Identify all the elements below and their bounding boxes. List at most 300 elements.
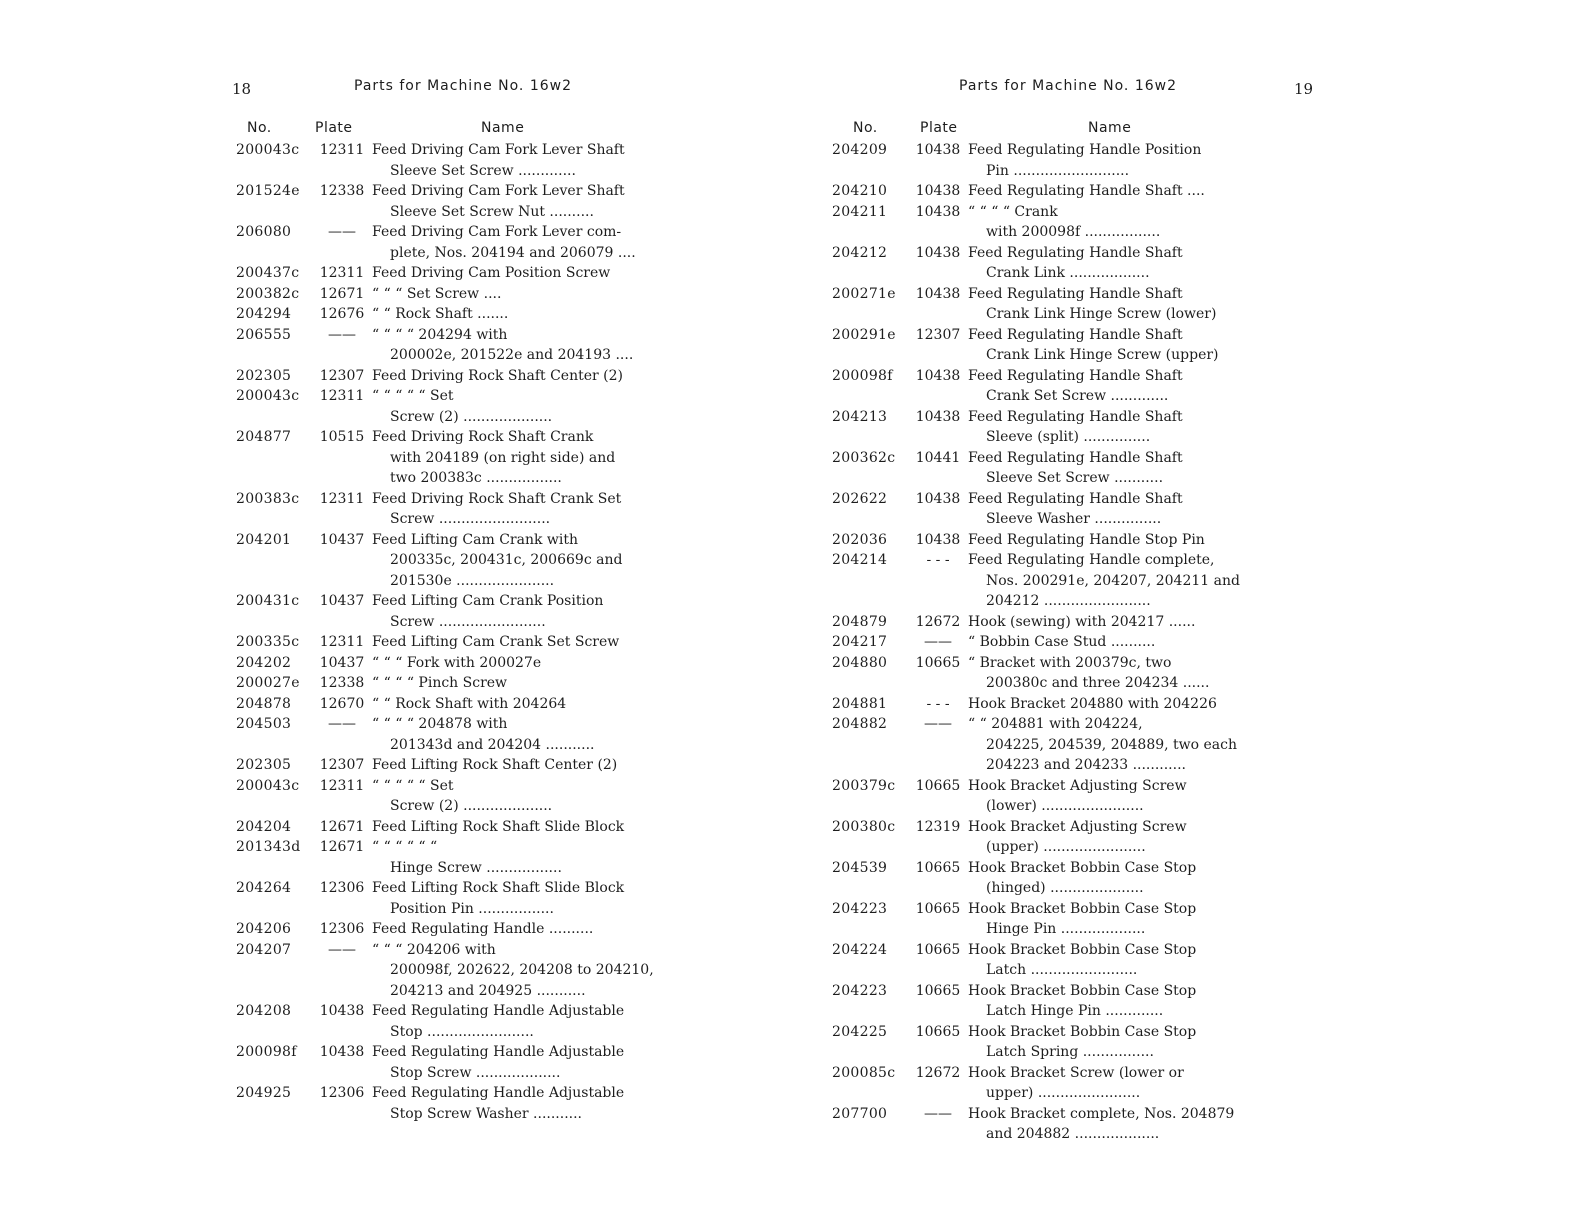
part-name-line: Feed Driving Rock Shaft Crank Set [372, 490, 622, 507]
plate-number: - - - [926, 695, 950, 712]
part-name-line: 204223 and 204233 ............ [986, 757, 1186, 773]
part-name-line: Hook Bracket Bobbin Case Stop [968, 982, 1197, 999]
part-row [236, 1042, 670, 1083]
part-row [832, 366, 1272, 407]
part-name [372, 284, 670, 305]
plate-number: 10438 [915, 367, 961, 384]
part-name-line: 200098f, 202622, 204208 to 204210, [390, 962, 654, 978]
part-row [832, 1022, 1272, 1063]
part-name [968, 550, 1272, 612]
part-row [236, 878, 670, 919]
part-name-line: (upper) ....................... [986, 839, 1146, 855]
part-name-line: 200335c, 200431c, 200669c and [390, 552, 623, 568]
part-row [832, 1063, 1272, 1104]
left-page [0, 0, 700, 1224]
plate-number: —— [924, 634, 952, 650]
part-number: 200380c [832, 818, 896, 835]
part-name-line: 200380c and three 204234 ...... [986, 675, 1210, 691]
plate-number: 12306 [319, 1085, 365, 1101]
plate-number: 12670 [319, 695, 365, 712]
page-title: Parts for Machine No. 16w2 [354, 78, 573, 94]
part-row [832, 612, 1272, 633]
plate-number: - - - [926, 552, 950, 568]
part-number: 200382c [236, 285, 300, 302]
part-number: 206555 [236, 326, 292, 343]
part-name-line: Feed Regulating Handle .......... [372, 921, 594, 937]
col-header-no: No. [853, 120, 878, 136]
part-row [236, 673, 670, 694]
part-name-line: Nos. 200291e, 204207, 204211 and [986, 572, 1240, 589]
part-number: 200271e [832, 285, 896, 302]
plate-number: 10665 [915, 900, 961, 917]
plate-number: 10665 [915, 941, 961, 958]
part-name-line: 204213 and 204925 ........... [390, 982, 586, 999]
part-name-line: Screw ......................... [390, 511, 551, 527]
part-name-line: Feed Regulating Handle Shaft [968, 449, 1183, 466]
part-row [236, 591, 670, 632]
part-name-line: Feed Regulating Handle Position [968, 142, 1202, 158]
part-name [372, 1083, 670, 1124]
part-name-line: Hook Bracket Screw (lower or [968, 1064, 1184, 1081]
plate-number: 12311 [319, 490, 365, 507]
plate-number: —— [924, 716, 952, 732]
part-number: 200383c [236, 490, 300, 507]
part-number: 200362c [832, 449, 896, 466]
part-number: 204213 [832, 408, 888, 425]
part-number: 206080 [236, 224, 292, 240]
part-name [968, 325, 1272, 366]
part-name-line: Feed Driving Cam Fork Lever Shaft [372, 142, 625, 158]
plate-number: 10438 [915, 408, 961, 425]
part-name-line: Sleeve Washer ............... [986, 511, 1162, 527]
part-name [968, 181, 1272, 202]
plate-number: 12671 [319, 285, 365, 302]
part-name-line: Feed Regulating Handle Adjustable [372, 1085, 625, 1101]
part-row [236, 489, 670, 530]
plate-number: 10438 [319, 1044, 365, 1060]
part-name-line: Hook Bracket Bobbin Case Stop [968, 1023, 1197, 1040]
part-row [832, 981, 1272, 1022]
part-number: 204217 [832, 634, 888, 650]
part-name [968, 653, 1272, 694]
part-name-line: with 204189 (on right side) and [390, 449, 616, 466]
part-number: 204294 [236, 306, 292, 322]
part-row [832, 407, 1272, 448]
part-number: 204211 [832, 203, 888, 220]
part-row [832, 202, 1272, 243]
part-name-line: Hook Bracket 204880 with 204226 [968, 695, 1217, 712]
part-row [832, 489, 1272, 530]
plate-number: 12307 [319, 367, 365, 384]
part-name-line: Crank Link Hinge Screw (upper) [986, 347, 1219, 363]
col-header-plate: Plate [920, 120, 958, 136]
part-row [236, 263, 670, 284]
part-number: 204925 [236, 1085, 292, 1101]
page-title: Parts for Machine No. 16w2 [959, 78, 1178, 94]
part-row [832, 653, 1272, 694]
part-name-line: “ “ “ “ 204878 with [372, 716, 508, 732]
part-name-line: Latch Hinge Pin ............. [986, 1003, 1164, 1019]
part-name-line: “ “ “ Fork with 200027e [372, 654, 542, 671]
plate-number: 12307 [319, 757, 365, 773]
part-number: 204204 [236, 818, 292, 835]
part-row [832, 694, 1272, 715]
part-row [832, 530, 1272, 551]
part-name-line: Sleeve (split) ............... [986, 429, 1151, 445]
part-name-line: Latch Spring ................ [986, 1044, 1154, 1060]
part-number: 201524e [236, 183, 300, 199]
plate-number: 12672 [915, 1064, 961, 1081]
part-number: 200043c [236, 142, 300, 158]
part-name-line: Feed Regulating Handle Adjustable [372, 1003, 625, 1019]
part-name [968, 140, 1272, 181]
part-name-line: two 200383c ................. [390, 470, 562, 486]
part-name [372, 776, 670, 817]
part-number: 204208 [236, 1003, 292, 1019]
part-name [968, 612, 1272, 633]
part-name [372, 919, 670, 940]
part-row [236, 714, 670, 755]
part-name-line: Screw (2) .................... [390, 408, 553, 425]
plate-number: 10665 [915, 654, 961, 671]
part-name-line: Feed Driving Cam Position Screw [372, 265, 611, 281]
part-name-line: Stop Screw ................... [390, 1064, 561, 1081]
page-number: 18 [232, 80, 252, 98]
part-name-line: Crank Link Hinge Screw (lower) [986, 306, 1217, 322]
part-name-line: Screw ........................ [390, 613, 546, 630]
part-name [968, 817, 1272, 858]
part-name-line: Sleeve Set Screw Nut .......... [390, 203, 594, 220]
part-number: 204201 [236, 531, 292, 548]
plate-number: 10665 [915, 982, 961, 999]
part-name [372, 140, 670, 181]
part-name-line: “ “ “ “ 204294 with [372, 326, 508, 343]
plate-number: 12306 [319, 880, 365, 896]
part-name-line: plete, Nos. 204194 and 206079 .... [390, 244, 636, 261]
parts-list-left [236, 140, 670, 1124]
plate-number: 12311 [319, 142, 365, 158]
part-name [968, 284, 1272, 325]
part-row [236, 222, 670, 263]
part-name-line: and 204882 ................... [986, 1126, 1160, 1142]
part-row [832, 776, 1272, 817]
part-name [372, 837, 670, 878]
part-number: 204880 [832, 654, 888, 671]
plate-number: —— [924, 1105, 952, 1122]
part-name-line: Latch ........................ [986, 962, 1138, 978]
part-name-line: Feed Driving Cam Fork Lever com- [372, 224, 622, 240]
col-header-no: No. [247, 120, 272, 136]
plate-number: 12311 [319, 265, 365, 281]
part-row [236, 325, 670, 366]
plate-number: 12307 [915, 326, 961, 343]
part-name-line: Pin .......................... [986, 162, 1130, 179]
part-name [372, 222, 670, 263]
part-name-line: Hook Bracket Bobbin Case Stop [968, 900, 1197, 917]
part-name-line: Feed Regulating Handle Shaft [968, 367, 1183, 384]
part-row [832, 817, 1272, 858]
part-row [236, 940, 670, 1002]
part-name-line: Stop ........................ [390, 1023, 534, 1040]
plate-number: 10665 [915, 859, 961, 876]
part-row [236, 530, 670, 592]
part-row [236, 140, 670, 181]
part-number: 200437c [236, 265, 300, 281]
plate-number: 10438 [915, 183, 961, 199]
part-number: 200098f [832, 367, 893, 384]
part-name-line: “ “ “ “ Pinch Screw [372, 675, 508, 691]
part-number: 200085c [832, 1064, 896, 1081]
part-row [236, 1001, 670, 1042]
plate-number: 10438 [319, 1003, 365, 1019]
part-number: 204879 [832, 613, 888, 630]
part-name-line: Hinge Pin ................... [986, 921, 1146, 937]
part-name [372, 878, 670, 919]
part-name-line: Feed Driving Rock Shaft Crank [372, 429, 594, 445]
part-name [372, 591, 670, 632]
part-name [372, 1042, 670, 1083]
plate-number: 10441 [915, 449, 961, 466]
part-number: 204264 [236, 880, 292, 896]
part-name [372, 263, 670, 284]
part-name-line: “ “ “ Set Screw .... [372, 285, 502, 302]
part-name-line: Feed Regulating Handle Shaft [968, 326, 1183, 343]
part-row [832, 899, 1272, 940]
part-name [968, 366, 1272, 407]
part-name [372, 530, 670, 592]
part-name-line: Feed Lifting Cam Crank Position [372, 593, 604, 609]
part-name-line: Feed Driving Cam Fork Lever Shaft [372, 183, 625, 199]
part-name [372, 366, 670, 387]
part-name [372, 817, 670, 838]
plate-number: 12671 [319, 818, 365, 835]
right-page [820, 0, 1584, 1224]
part-name-line: Crank Link .................. [986, 265, 1150, 281]
plate-number: 12311 [319, 634, 365, 650]
part-name-line: 201530e ...................... [390, 572, 555, 589]
part-name [968, 1063, 1272, 1104]
part-number: 202305 [236, 757, 292, 773]
part-number: 200335c [236, 634, 300, 650]
part-row [236, 817, 670, 838]
plate-number: 12311 [319, 388, 365, 404]
part-name-line: Feed Lifting Cam Crank Set Screw [372, 634, 620, 650]
part-row [236, 837, 670, 878]
part-name [372, 325, 670, 366]
part-row [832, 243, 1272, 284]
plate-number: 10437 [319, 654, 365, 671]
part-name [968, 243, 1272, 284]
plate-number: 12676 [319, 306, 365, 322]
part-row [832, 632, 1272, 653]
part-name [372, 673, 670, 694]
part-name-line: Hook Bracket Bobbin Case Stop [968, 941, 1197, 958]
part-name-line: “ “ “ “ “ “ [372, 839, 438, 855]
part-number: 204210 [832, 183, 888, 199]
part-name-line: Hook Bracket Bobbin Case Stop [968, 859, 1197, 876]
part-row [236, 632, 670, 653]
part-name-line: Hook (sewing) with 204217 ...... [968, 613, 1196, 630]
part-name-line: “ “ “ “ Crank [968, 203, 1058, 220]
part-name-line: Position Pin ................. [390, 900, 554, 917]
part-name-line: Feed Lifting Rock Shaft Center (2) [372, 757, 618, 773]
part-name-line: upper) ....................... [986, 1085, 1141, 1101]
part-row [236, 755, 670, 776]
part-name [968, 714, 1272, 776]
part-name-line: 200002e, 201522e and 204193 .... [390, 347, 634, 363]
part-name [372, 386, 670, 427]
part-row [832, 550, 1272, 612]
plate-number: 12311 [319, 777, 365, 794]
part-number: 200379c [832, 777, 896, 794]
part-number: 204214 [832, 552, 888, 568]
part-name-line: Feed Regulating Handle Adjustable [372, 1044, 625, 1060]
part-number: 207700 [832, 1105, 888, 1122]
part-number: 202305 [236, 367, 292, 384]
part-name-line: “ “ 204881 with 204224, [968, 716, 1143, 732]
part-name-line: Feed Regulating Handle Shaft [968, 490, 1183, 507]
part-name-line: 201343d and 204204 ........... [390, 736, 595, 753]
part-row [236, 776, 670, 817]
plate-number: 10437 [319, 531, 365, 548]
part-row [832, 181, 1272, 202]
plate-number: 10438 [915, 203, 961, 220]
part-name [968, 858, 1272, 899]
part-name-line: Feed Regulating Handle Shaft .... [968, 183, 1205, 199]
parts-list-right [832, 140, 1272, 1145]
part-number: 204539 [832, 859, 888, 876]
part-name [372, 304, 670, 325]
part-name-line: “ “ “ “ “ Set [372, 777, 454, 794]
part-row [236, 919, 670, 940]
part-name [968, 530, 1272, 551]
part-name [372, 427, 670, 489]
part-number: 204877 [236, 429, 292, 445]
part-number: 200043c [236, 388, 300, 404]
part-row [236, 386, 670, 427]
part-row [832, 448, 1272, 489]
part-name [372, 755, 670, 776]
part-number: 200431c [236, 593, 300, 609]
plate-number: 10438 [915, 244, 961, 261]
part-name-line: Feed Lifting Rock Shaft Slide Block [372, 818, 625, 835]
part-name-line: “ Bobbin Case Stud .......... [968, 634, 1156, 650]
part-name [968, 407, 1272, 448]
part-number: 202622 [832, 490, 888, 507]
plate-number: —— [328, 716, 356, 732]
part-name-line: Stop Screw Washer ........... [390, 1105, 583, 1122]
part-name-line: Feed Regulating Handle complete, [968, 552, 1215, 568]
plate-number: 10438 [915, 142, 961, 158]
part-name-line: Crank Set Screw ............. [986, 388, 1169, 404]
plate-number: 10437 [319, 593, 365, 609]
plate-number: 12338 [319, 183, 365, 199]
part-number: 204207 [236, 941, 292, 958]
part-number: 200043c [236, 777, 300, 794]
part-name-line: Hook Bracket Adjusting Screw [968, 777, 1187, 794]
part-number: 200098f [236, 1044, 297, 1060]
part-name-line: Screw (2) .................... [390, 798, 553, 814]
part-name-line: Sleeve Set Screw ............. [390, 162, 576, 179]
part-row [832, 714, 1272, 776]
part-name-line: with 200098f ................. [986, 224, 1161, 240]
part-number: 204202 [236, 654, 292, 671]
part-name-line: Feed Regulating Handle Stop Pin [968, 531, 1205, 548]
part-number: 204225 [832, 1023, 888, 1040]
part-row [832, 940, 1272, 981]
part-row [236, 694, 670, 715]
plate-number: —— [328, 941, 356, 958]
part-name [372, 694, 670, 715]
part-name-line: Hook Bracket Adjusting Screw [968, 818, 1187, 835]
part-row [236, 427, 670, 489]
part-number: 204224 [832, 941, 888, 958]
plate-number: 10665 [915, 1023, 961, 1040]
part-number: 204209 [832, 142, 888, 158]
part-row [832, 1104, 1272, 1145]
part-name-line: Hook Bracket complete, Nos. 204879 [968, 1105, 1235, 1122]
part-name [968, 981, 1272, 1022]
part-name [968, 899, 1272, 940]
part-name [968, 202, 1272, 243]
part-name [372, 1001, 670, 1042]
part-name [968, 632, 1272, 653]
part-number: 202036 [832, 531, 888, 548]
part-name [372, 714, 670, 755]
part-number: 204206 [236, 921, 292, 937]
part-name-line: Feed Regulating Handle Shaft [968, 285, 1183, 302]
part-row [832, 325, 1272, 366]
plate-number: 12338 [319, 675, 365, 691]
part-name [372, 181, 670, 222]
part-name-line: 204212 ........................ [986, 593, 1151, 609]
part-name-line: (hinged) ..................... [986, 880, 1144, 896]
plate-number: —— [328, 326, 356, 343]
part-name [968, 1104, 1272, 1145]
part-name-line: 204225, 204539, 204889, two each [986, 736, 1238, 753]
page-number: 19 [1294, 80, 1314, 98]
part-number: 201343d [236, 839, 301, 855]
part-name-line: “ “ Rock Shaft ....... [372, 306, 509, 322]
part-name-line: “ “ “ “ “ Set [372, 388, 454, 404]
plate-number: 12672 [915, 613, 961, 630]
part-row [236, 1083, 670, 1124]
part-name [968, 489, 1272, 530]
part-name [372, 940, 670, 1002]
plate-number: 12319 [915, 818, 961, 835]
part-row [236, 304, 670, 325]
part-name [968, 940, 1272, 981]
part-name-line: Feed Lifting Cam Crank with [372, 531, 579, 548]
plate-number: 10438 [915, 531, 961, 548]
part-number: 204223 [832, 900, 888, 917]
plate-number: —— [328, 224, 356, 240]
part-number: 200027e [236, 675, 300, 691]
part-number: 200291e [832, 326, 896, 343]
plate-number: 10438 [915, 490, 961, 507]
part-name-line: Feed Regulating Handle Shaft [968, 244, 1183, 261]
plate-number: 10515 [319, 429, 365, 445]
part-name [968, 1022, 1272, 1063]
part-name-line: (lower) ....................... [986, 798, 1144, 814]
plate-number: 10665 [915, 777, 961, 794]
part-row [832, 284, 1272, 325]
plate-number: 12306 [319, 921, 365, 937]
part-number: 204878 [236, 695, 292, 712]
part-name-line: “ Bracket with 200379c, two [968, 654, 1172, 671]
part-name [968, 776, 1272, 817]
part-number: 204503 [236, 716, 292, 732]
